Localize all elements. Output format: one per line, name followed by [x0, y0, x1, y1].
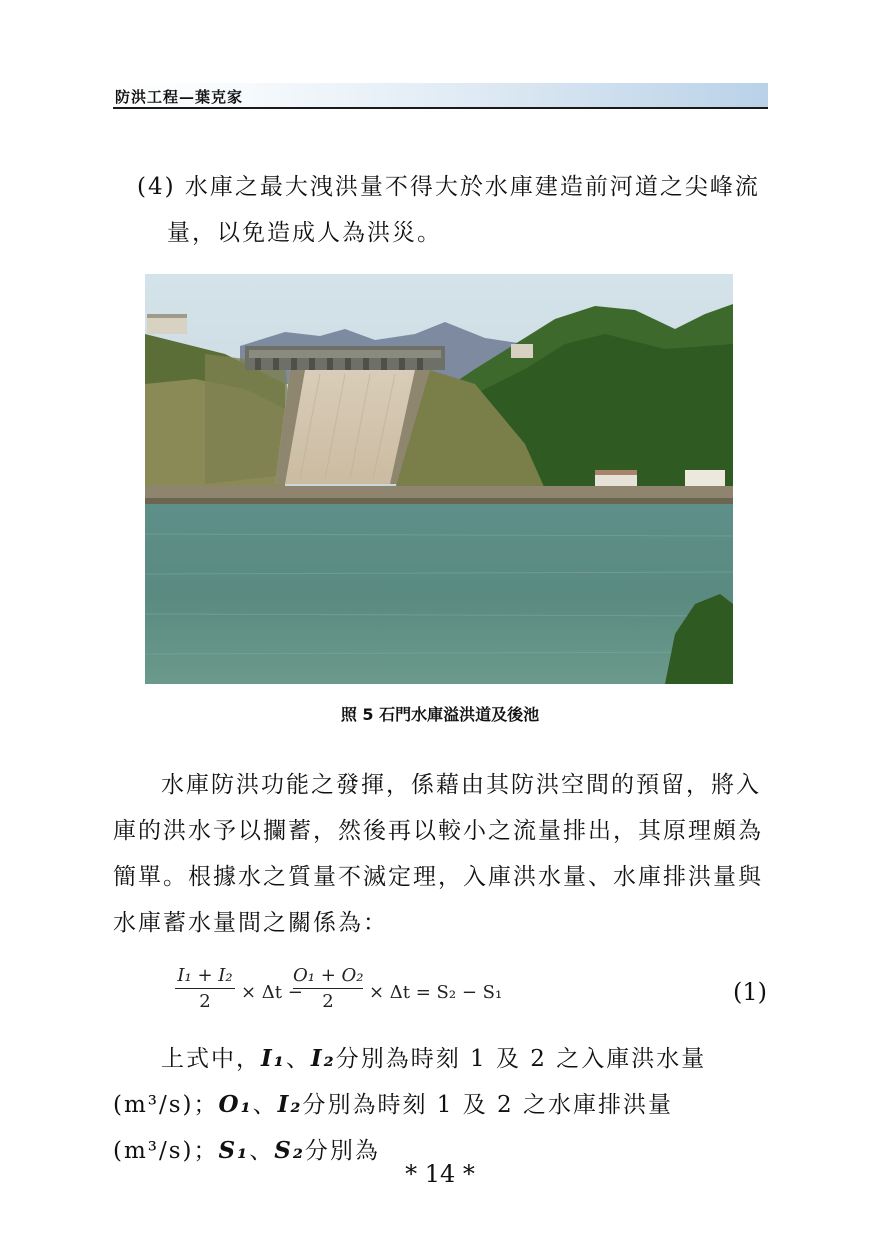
inflow-denominator: 2	[199, 991, 211, 1012]
text-segment: 分別為	[304, 1138, 380, 1164]
fraction-inflow	[175, 965, 235, 1012]
fraction-bar	[175, 988, 235, 989]
fraction-outflow	[293, 965, 363, 1012]
running-header	[113, 83, 768, 109]
list-item-4	[137, 164, 769, 256]
variables-paragraph	[113, 1036, 768, 1174]
variable-S2: S₂	[274, 1137, 305, 1164]
inflow-numerator: I₁ + I₂	[177, 965, 233, 986]
variable-S1: S₁	[218, 1137, 250, 1164]
fraction-bar	[293, 988, 363, 989]
item4-line2: 量，以免造成人為洪災。	[167, 220, 442, 246]
text-segment: 分別為時刻 1 及 2 之水庫排洪量(m³/s)；	[113, 1092, 673, 1164]
text-segment: 分別為時刻 1 及 2 之入庫洪水量(m³/s)；	[113, 1046, 707, 1118]
variable-I1: I₁	[261, 1045, 286, 1072]
text-segment: 、	[249, 1138, 275, 1164]
variable-I2: I₂	[310, 1045, 336, 1072]
equation-operator-1: × Δt −	[241, 982, 303, 1003]
photo-caption: 照 5 石門水庫溢洪道及後池	[340, 705, 540, 724]
equation-1	[175, 965, 775, 1025]
item4-line1: (4) 水庫之最大洩洪量不得大於水庫建造前河道之尖峰流	[137, 174, 760, 200]
outflow-denominator: 2	[322, 991, 334, 1012]
equation-operator-2: × Δt = S₂ − S₁	[369, 982, 503, 1003]
header-title: 防洪工程—葉克家	[115, 88, 244, 106]
text-segment: 、	[252, 1092, 278, 1118]
text-segment: 、	[285, 1046, 311, 1072]
reservoir-spillway-photo	[145, 274, 733, 684]
variable-I2-second: I₂	[277, 1091, 303, 1118]
text-segment: 上式中，	[161, 1046, 261, 1072]
page-number: * 14 *	[405, 1160, 475, 1188]
variable-O1: O₁	[218, 1091, 253, 1118]
body-paragraph: 水庫防洪功能之發揮，係藉由其防洪空間的預留，將入庫的洪水予以攔蓄，然後再以較小之流量排出，其原理頗為簡單。根據水之質量不滅定理，入庫洪水量、水庫排洪量與水庫蓄水量間之關係為：	[113, 772, 763, 936]
outflow-numerator: O₁ + O₂	[293, 965, 364, 986]
equation-number: (1)	[733, 978, 767, 1006]
